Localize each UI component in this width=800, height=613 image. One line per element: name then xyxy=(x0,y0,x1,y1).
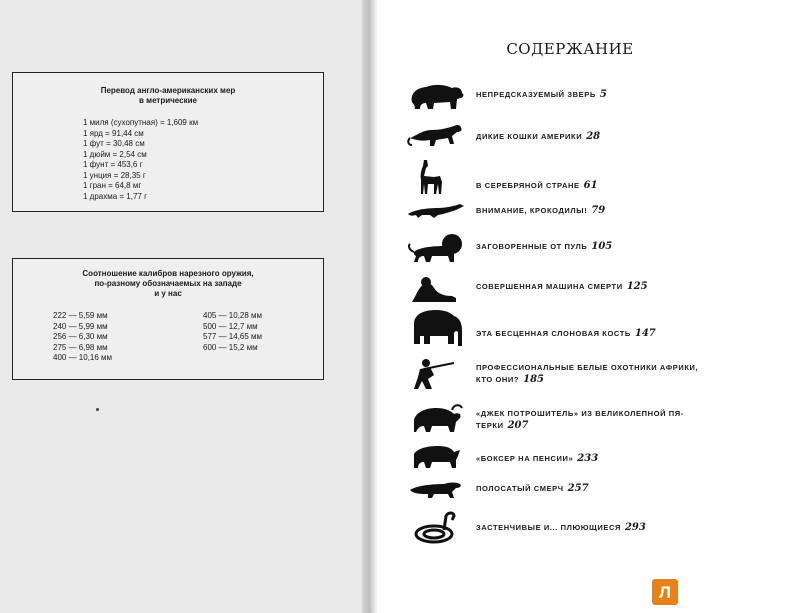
lion-icon xyxy=(404,228,468,272)
list-item: 1 фут = 30,48 см xyxy=(83,139,145,148)
toc-page-number: 125 xyxy=(626,281,648,292)
list-item: 1 драхма = 1,77 г xyxy=(83,191,148,201)
toc-title-text: «БОКСЕР НА ПЕНСИИ» xyxy=(476,454,574,463)
toc-page-number: 28 xyxy=(586,131,601,142)
list-item: 1 дюйм = 2,54 см xyxy=(83,149,147,159)
toc-title-text: ПРОФЕССИОНАЛЬНЫЕ БЕЛЫЕ ОХОТНИКИ АФРИКИ, xyxy=(476,363,699,372)
toc-page-number: 5 xyxy=(599,89,607,100)
snake-icon xyxy=(404,508,468,552)
toc-title-text: ДИКИЕ КОШКИ АМЕРИКИ xyxy=(476,132,583,141)
toc-title-text: «ДЖЕК ПОТРОШИТЕЛЬ» ИЗ ВЕЛИКОЛЕПНОЙ ПЯ- xyxy=(476,409,684,418)
toc-title-text: СОВЕРШЕННАЯ МАШИНА СМЕРТИ xyxy=(476,282,623,291)
labirint-logo: Л xyxy=(652,579,678,605)
toc-page-number: 105 xyxy=(591,241,613,252)
toc-entry-text xyxy=(476,408,766,432)
toc-entry-text xyxy=(476,281,648,292)
toc-entry-4 xyxy=(0,188,800,232)
caliber-cell: 400 — 10,16 мм xyxy=(53,353,113,362)
toc-page-number: 207 xyxy=(507,420,529,431)
toc-page-number: 185 xyxy=(523,374,544,385)
caliber-cell: 600 — 15,2 мм xyxy=(203,342,258,352)
list-item: 1 ярд = 91,44 см xyxy=(83,128,144,138)
toc-entry-7 xyxy=(0,306,800,350)
puma-icon xyxy=(404,114,468,158)
toc-entry-text xyxy=(476,483,589,494)
toc-entry-text xyxy=(476,89,607,100)
caliber-cell: 256 — 6,30 мм xyxy=(53,332,108,341)
caliber-cell: 222 — 5,59 мм xyxy=(53,311,108,320)
contents-heading: СОДЕРЖАНИЕ xyxy=(506,40,634,58)
toc-entry-text xyxy=(476,205,605,216)
toc-title-text: ЭТА БЕСЦЕННАЯ СЛОНОВАЯ КОСТЬ xyxy=(476,329,631,338)
toc-entry-text xyxy=(476,131,600,142)
list-item: 1 гран = 64,8 мг xyxy=(83,181,142,190)
toc-title-text: КТО ОНИ? xyxy=(476,375,520,384)
toc-page-number: 61 xyxy=(583,180,598,191)
toc-entry-8 xyxy=(0,355,800,399)
toc-entry-1 xyxy=(0,72,800,116)
hunter-icon xyxy=(404,355,468,399)
toc-title-text: ПОЛОСАТЫЙ СМЕРЧ xyxy=(476,484,564,493)
elephant-icon xyxy=(404,306,468,350)
toc-title-text: ТЕРКИ xyxy=(476,421,504,430)
list-item: 1 унция = 28,35 г xyxy=(83,170,146,180)
toc-entry-5 xyxy=(0,228,800,272)
caliber-cell: 240 — 5,99 мм xyxy=(53,321,108,331)
caliber-cell: 577 — 14,65 мм xyxy=(203,332,263,341)
calibers-title-line3: и у нас xyxy=(154,289,182,298)
toc-entry-text xyxy=(476,362,766,386)
toc-title-text: ВНИМАНИЕ, КРОКОДИЛЫ! xyxy=(476,206,588,215)
toc-page-number: 147 xyxy=(634,328,656,339)
caliber-cell: 500 — 12,7 мм xyxy=(203,321,258,331)
toc-title-text: В СЕРЕБРЯНОЙ СТРАНЕ xyxy=(476,181,580,190)
toc-entry-text xyxy=(476,453,598,464)
toc-entry-text xyxy=(476,241,612,252)
toc-entry-2 xyxy=(0,114,800,158)
list-item: 1 миля (сухопутная) = 1,609 км xyxy=(83,118,199,127)
caliber-cell: 275 — 6,98 мм xyxy=(53,342,108,352)
toc-title-text: ЗАСТЕНЧИВЫЕ И... ПЛЮЮЩИЕСЯ xyxy=(476,523,621,532)
calibers-title-line2: по-разному обозначаемых на западе xyxy=(94,279,242,288)
calibers-title-line1: Соотношение калибров нарезного оружия, xyxy=(82,269,254,278)
units-box-title-line2: в метрические xyxy=(139,96,197,105)
bear-icon xyxy=(404,72,468,116)
toc-title-text: ЗАГОВОРЕННЫЕ ОТ ПУЛЬ xyxy=(476,242,588,251)
crocodile-icon xyxy=(404,188,468,232)
toc-page-number: 257 xyxy=(567,483,589,494)
toc-title-text: НЕПРЕДСКАЗУЕМЫЙ ЗВЕРЬ xyxy=(476,90,596,99)
list-item: 1 фунт = 453,6 г xyxy=(83,160,143,169)
toc-entry-text xyxy=(476,522,646,533)
caliber-cell: 405 — 10,28 мм xyxy=(203,311,263,320)
toc-entry-text xyxy=(476,328,656,339)
toc-page-number: 233 xyxy=(577,453,599,464)
toc-page-number: 293 xyxy=(624,522,646,533)
toc-entry-12 xyxy=(0,508,800,552)
units-box-title-line1: Перевод англо-американских мер xyxy=(100,86,236,95)
toc-page-number: 79 xyxy=(591,205,606,216)
